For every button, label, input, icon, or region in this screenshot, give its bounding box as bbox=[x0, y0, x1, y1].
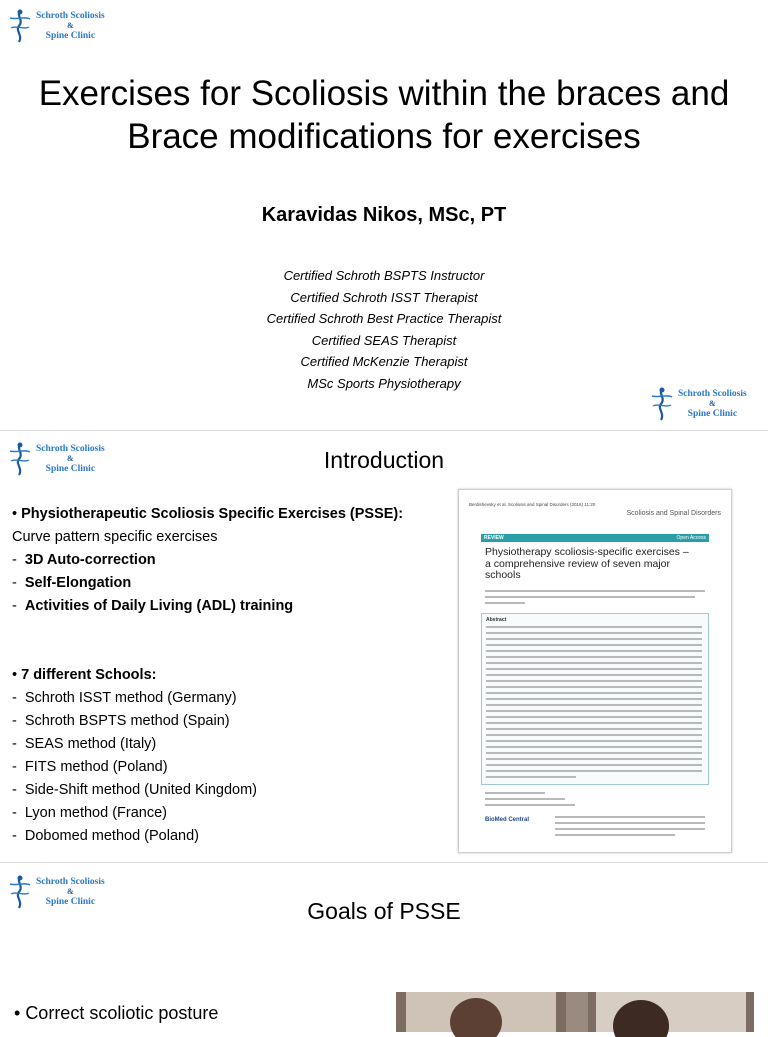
school-item: - Lyon method (France) bbox=[12, 805, 168, 821]
logo-line1: Schroth Scoliosis bbox=[36, 877, 105, 887]
credential-item: Certified Schroth ISST Therapist bbox=[290, 289, 478, 305]
paper-abstract-label: Abstract bbox=[486, 617, 507, 623]
paper-abstract-line bbox=[486, 722, 702, 724]
paper-footnote-line bbox=[485, 804, 575, 806]
logo-line2: Spine Clinic bbox=[45, 464, 96, 474]
paper-abstract-line bbox=[486, 776, 576, 778]
author-name: Karavidas Nikos, MSc, PT bbox=[261, 204, 507, 226]
paper-abstract-line bbox=[486, 692, 702, 694]
paper-abstract-line bbox=[486, 734, 702, 736]
spine-figure-icon bbox=[648, 386, 676, 422]
paper-review-label: REVIEW bbox=[484, 535, 504, 541]
school-item: - SEAS method (Italy) bbox=[12, 736, 157, 752]
credential-item: Certified Schroth BSPTS Instructor bbox=[283, 268, 485, 283]
paper-footnote-line bbox=[485, 798, 565, 800]
psse-item: - Self-Elongation bbox=[12, 575, 132, 591]
paper-abstract-line bbox=[486, 650, 702, 652]
paper-review-bar bbox=[481, 534, 709, 542]
paper-journal: Scoliosis and Spinal Disorders bbox=[626, 510, 721, 517]
introduction-title: Introduction bbox=[323, 447, 445, 473]
paper-access-label: Open Access bbox=[676, 535, 706, 541]
schools-heading: 7 different Schools: bbox=[21, 667, 157, 683]
slide-divider bbox=[0, 862, 768, 863]
logo-line1: Schroth Scoliosis bbox=[36, 444, 105, 454]
logo-amp: & bbox=[67, 21, 74, 30]
exercise-photo bbox=[396, 992, 754, 1032]
logo-line1: Schroth Scoliosis bbox=[36, 11, 105, 21]
logo-line2: Spine Clinic bbox=[45, 897, 96, 907]
paper-authors-line bbox=[485, 596, 695, 598]
paper-abstract-line bbox=[486, 758, 702, 760]
logo-amp: & bbox=[67, 454, 74, 463]
school-item: - Schroth BSPTS method (Spain) bbox=[12, 713, 230, 729]
clinic-logo bbox=[6, 8, 105, 44]
paper-abstract-line bbox=[486, 704, 702, 706]
psse-item: - Activities of Daily Living (ADL) training bbox=[12, 598, 294, 614]
logo-amp: & bbox=[709, 399, 716, 408]
psse-subheading: Curve pattern specific exercises bbox=[12, 529, 218, 545]
paper-abstract-line bbox=[486, 680, 702, 682]
psse-item: - 3D Auto-correction bbox=[12, 552, 156, 568]
paper-abstract-line bbox=[486, 698, 702, 700]
paper-authors-line bbox=[485, 602, 525, 604]
paper-abstract-line bbox=[486, 710, 702, 712]
school-item: - Side-Shift method (United Kingdom) bbox=[12, 782, 258, 798]
paper-abstract-line bbox=[486, 668, 702, 670]
psse-heading: Physiotherapeutic Scoliosis Specific Exercises (PSSE): bbox=[21, 506, 404, 522]
paper-abstract-line bbox=[486, 644, 702, 646]
paper-title: Physiotherapy scoliosis-specific exercises – a comprehensive review of seven major schools bbox=[485, 546, 689, 581]
slide-title bbox=[0, 0, 768, 419]
paper-thumbnail bbox=[458, 489, 732, 853]
logo-line2: Spine Clinic bbox=[687, 409, 738, 419]
paper-abstract-line bbox=[486, 764, 702, 766]
paper-license-line bbox=[555, 834, 675, 836]
paper-abstract-box bbox=[481, 613, 709, 785]
school-item: - Dobomed method (Poland) bbox=[12, 828, 199, 844]
paper-header: Berdishevsky et al. Scoliosis and Spinal Disorders (2016) 11:20 bbox=[469, 502, 596, 507]
paper-publisher: BioMed Central bbox=[485, 817, 530, 823]
school-item: - FITS method (Poland) bbox=[12, 759, 168, 775]
paper-license-line bbox=[555, 822, 705, 824]
paper-abstract-line bbox=[486, 674, 702, 676]
paper-abstract-line bbox=[486, 632, 702, 634]
logo-line2: Spine Clinic bbox=[45, 31, 96, 41]
paper-abstract-line bbox=[486, 638, 702, 640]
clinic-logo bbox=[648, 386, 747, 422]
logo-amp: & bbox=[67, 887, 74, 896]
paper-abstract-line bbox=[486, 740, 702, 742]
spine-figure-icon bbox=[6, 8, 34, 44]
logo-line1: Schroth Scoliosis bbox=[678, 389, 747, 399]
paper-abstract-line bbox=[486, 626, 702, 628]
credential-item: Certified McKenzie Therapist bbox=[300, 354, 468, 369]
credentials-list bbox=[0, 265, 768, 394]
paper-footnote-line bbox=[485, 792, 545, 794]
psse-bullet-list bbox=[12, 503, 403, 848]
paper-abstract-line bbox=[486, 770, 702, 772]
schools-heading-row: • 7 different Schools: bbox=[12, 667, 157, 683]
paper-authors-line bbox=[485, 590, 705, 592]
exercise-photo-image bbox=[396, 992, 754, 1032]
presentation-title: Exercises for Scoliosis within the braces and Brace modifications for exercises bbox=[38, 74, 730, 156]
paper-abstract-line bbox=[486, 728, 702, 730]
school-item: - Schroth ISST method (Germany) bbox=[12, 690, 237, 706]
goals-title: Goals of PSSE bbox=[307, 898, 461, 924]
paper-abstract-line bbox=[486, 746, 702, 748]
paper-license-line bbox=[555, 816, 705, 818]
paper-abstract-line bbox=[486, 716, 702, 718]
paper-abstract-line bbox=[486, 662, 702, 664]
paper-abstract-line bbox=[486, 752, 702, 754]
paper-abstract-line bbox=[486, 656, 702, 658]
paper-license-line bbox=[555, 828, 705, 830]
credential-item: MSc Sports Physiotherapy bbox=[307, 375, 461, 391]
goal-item: • Correct scoliotic posture bbox=[14, 1003, 219, 1023]
psse-heading-row: • Physiotherapeutic Scoliosis Specific Exercises (PSSE): bbox=[12, 506, 404, 522]
credential-item: Certified SEAS Therapist bbox=[311, 332, 457, 348]
credential-item: Certified Schroth Best Practice Therapist bbox=[266, 311, 502, 326]
paper-abstract-line bbox=[486, 686, 702, 688]
